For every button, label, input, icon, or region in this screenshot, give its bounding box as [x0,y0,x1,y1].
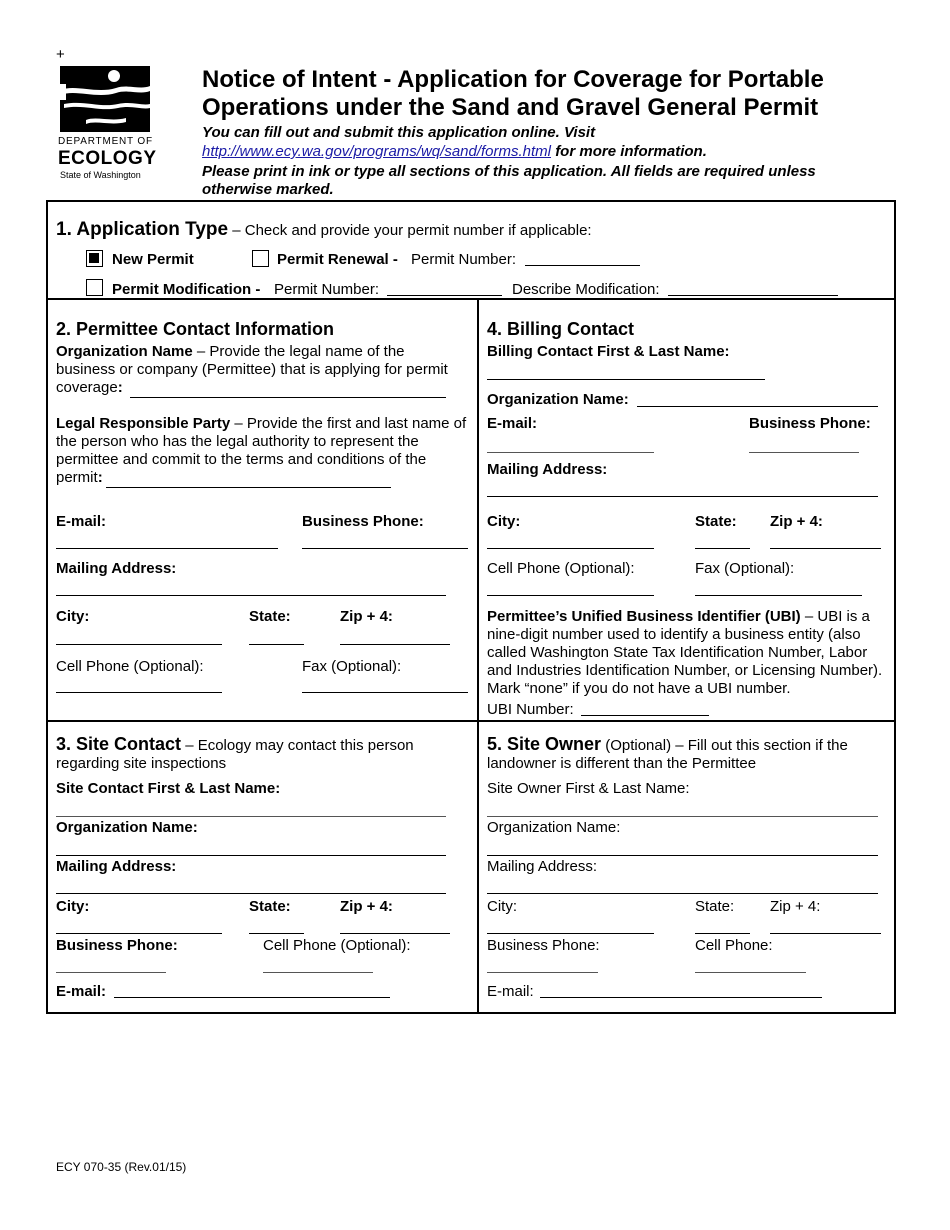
lrp-desc: Legal Responsible Party – Provide the first and last name of the person who has the legal authority to represent the permittee and commit to the terms and conditions of the permit: [56,415,467,486]
billing-mailing-label: Mailing Address: [487,461,608,478]
permittee-state-label: State: [249,608,291,625]
permittee-email-field[interactable] [56,548,278,549]
describe-modification-label: Describe Modification: [512,281,660,298]
section-3-heading: 3. Site Contact – Ecology may contact this person regarding site inspections [56,734,414,772]
online-suffix: for more information. [555,143,707,160]
renewal-number-label: Permit Number: [411,251,517,268]
site-owner-email-field[interactable] [540,997,822,998]
title-line-2: Operations under the Sand and Gravel General Permit [202,94,819,121]
site-owner-phone-field[interactable] [487,972,598,973]
site-owner-email-label: E-mail: [487,983,534,1000]
permittee-cell-field[interactable] [56,692,222,693]
permittee-city-label: City: [56,608,90,625]
billing-cell-label: Cell Phone (Optional): [487,560,635,577]
forms-link[interactable]: http://www.ecy.wa.gov/programs/wq/sand/forms.html [202,143,552,160]
billing-org-field[interactable] [637,406,878,407]
site-owner-cell-label: Cell Phone: [695,937,773,954]
site-contact-zip-field[interactable] [340,933,450,934]
billing-org-label: Organization Name: [487,391,629,408]
title-line-1: Notice of Intent - Application for Coverage for Portable [202,66,824,93]
site-owner-org-field[interactable] [487,855,878,856]
site-contact-cell-label: Cell Phone (Optional): [263,937,411,954]
divider-v [477,298,479,1014]
site-owner-zip-label: Zip + 4: [770,898,821,915]
site-contact-mailing-label: Mailing Address: [56,858,177,875]
permittee-zip-field[interactable] [340,644,450,645]
modification-number-field[interactable] [387,295,502,296]
permit-modification-checkbox[interactable] [86,279,103,296]
site-contact-city-label: City: [56,898,90,915]
org-name-desc: Organization Name – Provide the legal name of the business or company (Permittee) that is applying for permit coverage: [56,343,448,396]
billing-email-field[interactable] [487,452,654,453]
site-contact-phone-field[interactable] [56,972,166,973]
site-contact-state-field[interactable] [249,933,304,934]
permit-renewal-label: Permit Renewal - [277,251,398,268]
billing-zip-field[interactable] [770,548,881,549]
new-permit-label: New Permit [112,251,194,268]
site-contact-name-field[interactable] [56,816,446,817]
section-1-heading: 1. Application Type – Check and provide your permit number if applicable: [56,219,592,240]
billing-phone-field[interactable] [749,452,859,453]
ecology-logo [56,64,156,182]
form-number: ECY 070-35 (Rev.01/15) [56,1160,187,1174]
billing-name-label: Billing Contact First & Last Name: [487,343,730,360]
plus-mark: + [56,46,65,63]
ubi-desc: Permittee’s Unified Business Identifier (UBI) – UBI is a nine-digit number used to identify a business entity (also called Washington State Tax Identification Number, Labor and Industries Identification Number, or Licensing Number). Mark “none” if you do not have a UBI number. [487,608,883,697]
permittee-phone-field[interactable] [302,548,468,549]
site-contact-org-field[interactable] [56,855,446,856]
org-name-field[interactable] [130,397,446,398]
permittee-city-field[interactable] [56,644,222,645]
site-contact-name-label: Site Contact First & Last Name: [56,780,281,797]
site-contact-zip-label: Zip + 4: [340,898,393,915]
modification-number-label: Permit Number: [274,281,380,298]
permittee-mailing-label: Mailing Address: [56,560,177,577]
permittee-phone-label: Business Phone: [302,513,424,530]
online-prefix: You can fill out and submit this application online. Visit [202,124,596,141]
billing-state-label: State: [695,513,737,530]
site-owner-mailing-label: Mailing Address: [487,858,598,875]
site-owner-phone-label: Business Phone: [487,937,600,954]
billing-city-label: City: [487,513,521,530]
logo-state: State of Washington [60,170,141,180]
site-owner-state-label: State: [695,898,735,915]
page-title [202,66,824,122]
billing-fax-label: Fax (Optional): [695,560,795,577]
online-note [202,123,882,161]
site-contact-state-label: State: [249,898,291,915]
section-4-title: 4. Billing Contact [487,319,635,339]
billing-state-field[interactable] [695,548,750,549]
new-permit-checkbox[interactable] [86,250,103,267]
billing-city-field[interactable] [487,548,654,549]
billing-mailing-field[interactable] [487,496,878,497]
logo-dept: DEPARTMENT OF [58,136,153,147]
billing-fax-field[interactable] [695,595,862,596]
site-contact-mailing-field[interactable] [56,893,446,894]
site-owner-org-label: Organization Name: [487,819,621,836]
billing-cell-field[interactable] [487,595,654,596]
billing-name-field[interactable] [487,379,765,380]
site-owner-zip-field[interactable] [770,933,881,934]
permit-modification-label: Permit Modification - [112,281,261,298]
ubi-number-label: UBI Number: [487,701,574,718]
permittee-email-label: E-mail: [56,513,107,530]
logo-graphic-icon [56,64,156,134]
lrp-field[interactable] [106,487,391,488]
site-owner-city-field[interactable] [487,933,654,934]
billing-email-label: E-mail: [487,415,538,432]
ubi-number-field[interactable] [581,715,709,716]
instructions: Please print in ink or type all sections of this application. All fields are required unless otherwise marked. [202,163,816,198]
billing-zip-label: Zip + 4: [770,513,823,530]
section-2-title: 2. Permittee Contact Information [56,319,335,339]
billing-phone-label: Business Phone: [749,415,871,432]
site-owner-cell-field[interactable] [695,972,806,973]
section-5-heading: 5. Site Owner (Optional) – Fill out this section if the landowner is different than the Permittee [487,734,848,772]
renewal-number-field[interactable] [525,265,640,266]
site-contact-org-label: Organization Name: [56,819,198,836]
site-contact-cell-field[interactable] [263,972,373,973]
logo-ecology: ECOLOGY [58,148,157,169]
site-owner-name-label: Site Owner First & Last Name: [487,780,690,797]
site-owner-mailing-field[interactable] [487,893,878,894]
permittee-mailing-field[interactable] [56,595,446,596]
site-owner-state-field[interactable] [695,933,750,934]
site-owner-city-label: City: [487,898,517,915]
permittee-cell-label: Cell Phone (Optional): [56,658,204,675]
site-contact-phone-label: Business Phone: [56,937,178,954]
permittee-fax-field[interactable] [302,692,468,693]
site-contact-city-field[interactable] [56,933,222,934]
permittee-zip-label: Zip + 4: [340,608,393,625]
site-contact-email-field[interactable] [114,997,390,998]
permit-renewal-checkbox[interactable] [252,250,269,267]
permittee-fax-label: Fax (Optional): [302,658,402,675]
describe-modification-field[interactable] [668,295,838,296]
site-contact-email-label: E-mail: [56,983,107,1000]
permittee-state-field[interactable] [249,644,304,645]
site-owner-name-field[interactable] [487,816,878,817]
divider-h-2 [46,720,896,722]
